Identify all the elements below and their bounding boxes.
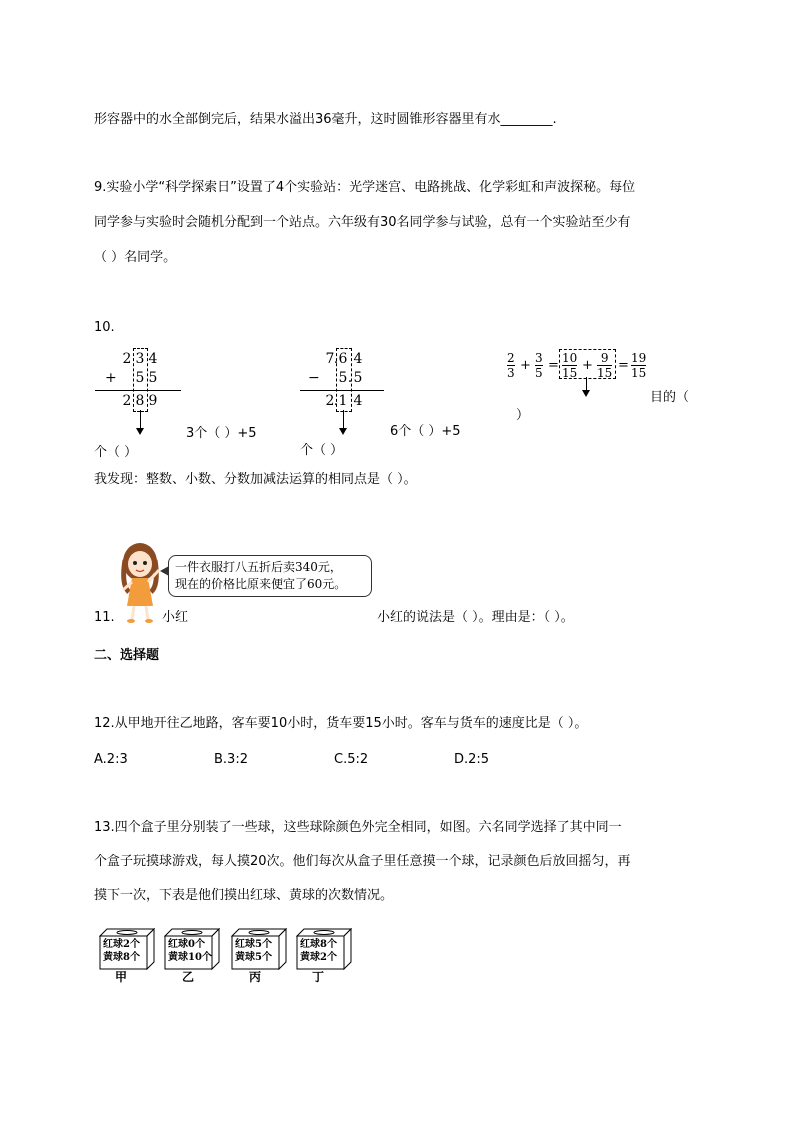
arrow-line	[343, 410, 344, 430]
plus-sign: +	[582, 358, 593, 373]
question-13-line-1: 13.四个盒子里分别装了一些球，这些球除颜色外完全相同，如图。六名同学选择了其中同一	[94, 820, 622, 835]
box-label: 乙	[182, 970, 195, 984]
red-ball-count: 红球0个	[168, 939, 205, 950]
calc-2-tail: 个（ ）	[300, 443, 344, 458]
question-11-text: 小红的说法是（ ）。理由是：（ ）。	[377, 610, 574, 625]
option-d[interactable]: D.2:5	[454, 752, 490, 767]
yellow-ball-count: 黄球8个	[103, 952, 140, 963]
yellow-ball-count: 黄球10个	[168, 952, 212, 963]
question-13-line-3: 摸下一次，下表是他们摸出红球、黄球的次数情况。	[94, 888, 394, 903]
digit: 4	[148, 351, 158, 367]
section-heading: 二、选择题	[94, 648, 160, 663]
question-9-line-3: （ ）名同学。	[94, 250, 177, 265]
girl-icon	[115, 540, 165, 625]
option-a[interactable]: A.2:3	[94, 752, 128, 767]
sum-line	[95, 390, 181, 391]
difference-line	[300, 390, 384, 391]
ball-box-yi	[164, 928, 214, 966]
yellow-ball-count: 黄球5个	[235, 952, 272, 963]
digit: 2	[325, 393, 335, 409]
digit: 5	[135, 370, 145, 386]
digit: 9	[148, 393, 158, 409]
fraction-19-15: 19 15	[631, 351, 647, 380]
question-12-stem: 12.从甲地开往乙地路，客车要10小时，货车要15小时。客车与货车的速度比是（ ）。	[94, 716, 588, 731]
calc-3-tail: ）	[516, 408, 530, 423]
fraction-9-15: 9 15	[597, 351, 613, 380]
digit: 3	[135, 351, 145, 367]
plus-sign: +	[520, 358, 531, 373]
question-11-number: 11.	[94, 610, 115, 625]
girl-illustration	[115, 540, 165, 625]
red-ball-count: 红球8个	[300, 939, 337, 950]
fraction-10-15: 10 15	[562, 351, 578, 380]
equals-sign: =	[548, 358, 559, 373]
ball-box-bing	[231, 928, 281, 966]
arrow-line	[586, 377, 587, 391]
digit: 8	[135, 393, 145, 409]
question-13-line-2: 个盒子玩摸球游戏，每人摸20次。他们每次从盒子里任意摸一个球，记录颜色后放回摇匀，再	[94, 854, 631, 869]
digit: 4	[353, 393, 363, 409]
digit: 2	[122, 393, 132, 409]
option-c[interactable]: C.5:2	[334, 752, 369, 767]
digit: 6	[338, 351, 348, 367]
yellow-ball-count: 黄球2个	[300, 952, 337, 963]
speech-bubble	[168, 555, 372, 597]
decimal-point: .	[333, 351, 339, 367]
equals-sign: =	[618, 358, 629, 373]
digit: 1	[338, 393, 348, 409]
question-10-number: 10.	[94, 320, 115, 335]
bubble-line-1: 一件衣服打八五折后卖340元，	[175, 560, 342, 574]
decimal-point: .	[333, 393, 339, 409]
digit: 5	[353, 370, 363, 386]
ball-box-jia	[99, 928, 149, 966]
calc-1-note: 3个（ ）+5	[186, 426, 257, 441]
digit: 4	[353, 351, 363, 367]
decimal-point: .	[347, 370, 353, 386]
question-9-line-1: 9.实验小学“科学探索日”设置了4个实验站：光学迷宫、电路挑战、化学彩虹和声波探秘。每位	[94, 180, 636, 195]
red-ball-count: 红球5个	[235, 939, 272, 950]
box-label: 丙	[249, 970, 262, 984]
fraction-3-5: 3 5	[535, 351, 543, 380]
arrow-down-icon	[339, 428, 347, 435]
plus-sign: +	[105, 370, 117, 386]
box-label: 甲	[115, 970, 128, 984]
question-10-discovery: 我发现：整数、小数、分数加减法运算的相同点是（ ）。	[94, 472, 417, 487]
arrow-down-icon	[582, 390, 590, 397]
calc-1-tail: 个（ ）	[94, 445, 138, 460]
calc-2-note: 6个（ ）+5	[390, 424, 461, 439]
question-9-line-2: 同学参与实验时会随机分配到一个站点。六年级有30名同学参与试验，总有一个实验站至少有	[94, 215, 631, 230]
arrow-down-icon	[136, 428, 144, 435]
box-label: 丁	[312, 970, 325, 984]
digit: 5	[338, 370, 348, 386]
minus-sign: −	[308, 370, 320, 386]
ball-box-ding	[296, 928, 346, 966]
red-ball-count: 红球2个	[103, 939, 140, 950]
digit: 7	[325, 351, 335, 367]
digit: 2	[122, 351, 132, 367]
question-8-continuation: 形容器中的水全部倒完后，结果水溢出36毫升，这时圆锥形容器里有水________.	[94, 112, 557, 127]
arrow-line	[140, 410, 141, 430]
fraction-2-3: 2 3	[507, 351, 515, 380]
digit: 5	[148, 370, 158, 386]
calc-3-note: 目的（	[650, 390, 690, 405]
bubble-line-2: 现在的价格比原来便宜了60元。	[175, 577, 347, 591]
option-b[interactable]: B.3:2	[214, 752, 248, 767]
girl-name: 小红	[162, 610, 189, 625]
bubble-pointer	[160, 566, 169, 576]
